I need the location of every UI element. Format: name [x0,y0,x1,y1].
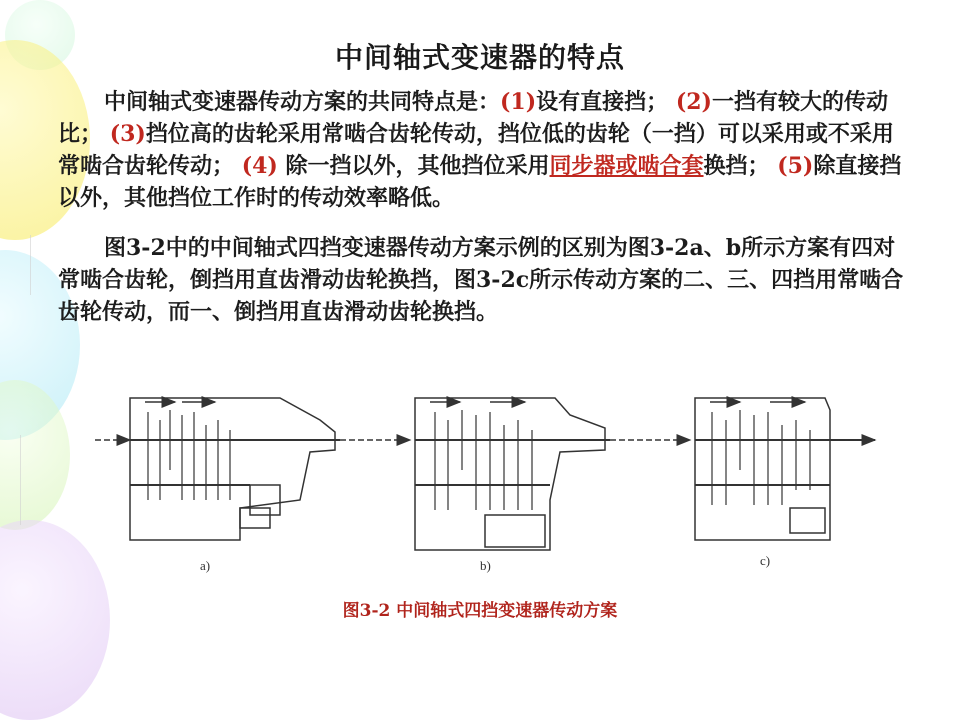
paragraph-example: 图3-2中的中间轴式四挡变速器传动方案示例的区别为图3-2a、b所示方案有四对常啮合齿轮，倒挡用直齿滑动齿轮换挡，图3-2c所示传动方案的二、三、四挡用常啮合齿轮传动，而一、倒挡用直齿滑动齿轮换挡。 [58,235,904,325]
transmission-diagrams [90,390,880,585]
diagram-label-a: a) [200,558,211,573]
item-marker: (5) [777,153,814,179]
balloon-string [20,435,21,525]
para-text: 除直接挡以外，其他挡位工作时的传动效率略低。 [58,153,902,211]
para-text: 换挡； [703,153,770,179]
diagram-a [95,398,340,540]
balloon-string [30,235,31,295]
para-text: 设有直接挡； [536,89,669,115]
synchronizer-link[interactable]: 同步器或啮合套 [549,153,704,179]
item-marker: (2) [675,89,712,115]
diagram-label-b: b) [480,558,491,573]
diagram-label-c: c) [760,553,771,568]
item-marker: (4) [241,153,278,179]
para-text: 除一挡以外，其他挡位采用 [285,153,550,179]
figure-caption: 图3-2 中间轴式四挡变速器传动方案 [342,601,618,621]
item-marker: (1) [500,89,537,115]
para-text: 一挡有较大的传动比； [58,89,888,147]
paragraph-features [58,86,908,214]
para-text: 中间轴式变速器传动方案的共同特点是： [104,89,501,115]
slide-title: 中间轴式变速器的特点 [334,41,625,74]
diagram-c [695,398,875,540]
item-marker: (3) [109,121,146,147]
diagram-b [415,398,610,550]
para-text: 挡位高的齿轮采用常啮合齿轮传动，挡位低的齿轮（一挡）可以采用或不采用常啮合齿轮传动； [58,121,894,179]
